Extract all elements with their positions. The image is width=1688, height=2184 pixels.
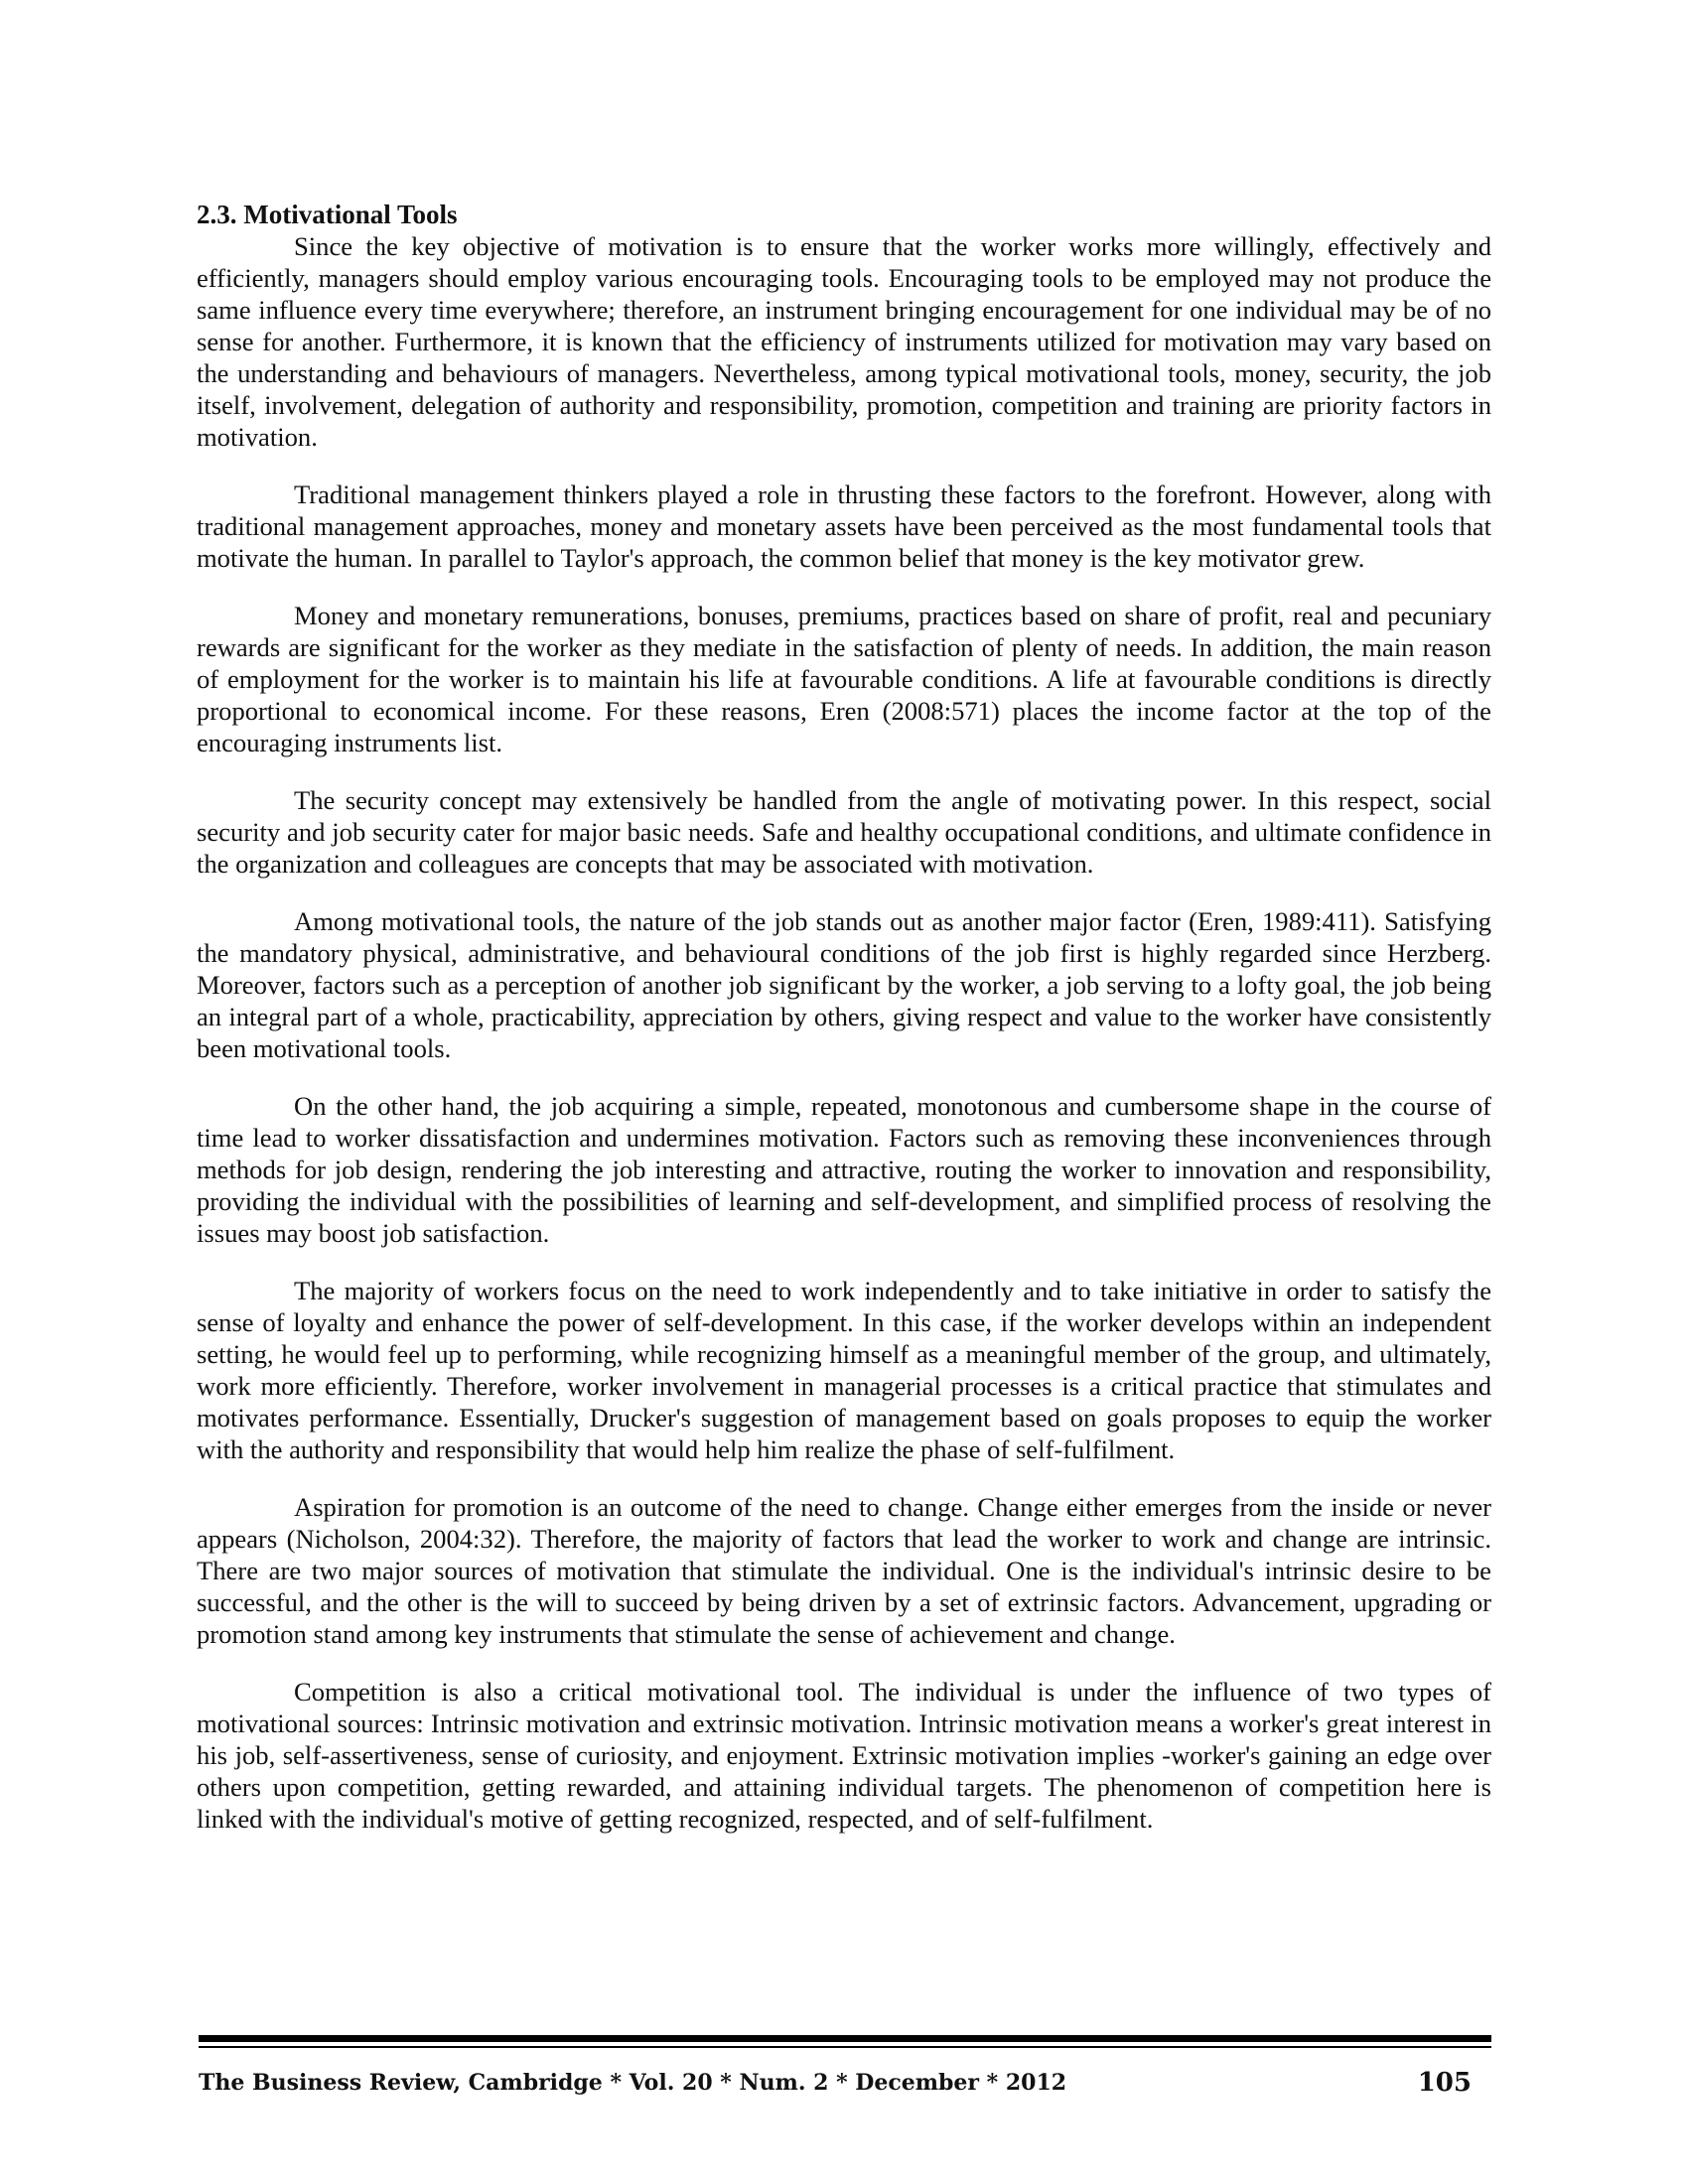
- footer-rule-thin: [199, 2046, 1491, 2048]
- paragraph-7: The majority of workers focus on the need to work independently and to take initiative in order to satisfy the sense of loyalty and enhance the power of self-development. In this case, if the worker develops within an independent setting, he would feel up to performing, while recognizing himself as a meaningful member of the group, and ultimately, work more efficiently. Therefore, worker involvement in managerial processes is a critical practice that stimulates and motivates performance. Essentially, Drucker's suggestion of management based on goals proposes to equip the worker with the authority and responsibility that would help him realize the phase of self-fulfilment.: [197, 1276, 1491, 1464]
- page-footer: [199, 2068, 1491, 2098]
- journal-citation: The Business Review, Cambridge * Vol. 20 * Num. 2 * December * 2012: [199, 2070, 1067, 2096]
- paragraph-1: Since the key objective of motivation is to ensure that the worker works more willingly, effectively and efficiently, managers should employ various encouraging tools. Encouraging tools to be employed may not produce the same influence every time everywhere; therefore, an instrument bringing encouragement for one individual may be of no sense for another. Furthermore, it is known that the efficiency of instruments utilized for motivation may vary based on the understanding and behaviours of managers. Nevertheless, among typical motivational tools, money, security, the job itself, involvement, delegation of authority and responsibility, promotion, competition and training are priority factors in motivation.: [197, 231, 1491, 452]
- paragraph-3: Money and monetary remunerations, bonuses, premiums, practices based on share of profit, real and pecuniary rewards are significant for the worker as they mediate in the satisfaction of plenty of needs. In addition, the main reason of employment for the worker is to maintain his life at favourable conditions. A life at favourable conditions is directly proportional to economical income. For these reasons, Eren (2008:571) places the income factor at the top of the encouraging instruments list.: [197, 601, 1491, 757]
- section-heading: 2.3. Motivational Tools: [197, 200, 458, 229]
- footer-rule-thick: [199, 2035, 1491, 2042]
- paragraph-5: Among motivational tools, the nature of the job stands out as another major factor (Eren, 1989:411). Satisfying the mandatory physical, administrative, and behavioural conditions of the job first is highly regarded since Herzberg. Moreover, factors such as a perception of another job significant by the worker, a job serving to a lofty goal, the job being an integral part of a whole, practicability, appreciation by others, giving respect and value to the worker have consistently been motivational tools.: [197, 906, 1491, 1063]
- paragraph-4: The security concept may extensively be handled from the angle of motivating power. In this respect, social security and job security cater for major basic needs. Safe and healthy occupational conditions, and ultimate confidence in the organization and colleagues are concepts that may be associated with motivation.: [197, 785, 1491, 879]
- paragraph-2: Traditional management thinkers played a role in thrusting these factors to the forefront. However, along with traditional management approaches, money and monetary assets have been perceived as the most fundamental tools that motivate the human. In parallel to Taylor's approach, the common belief that money is the key motivator grew.: [197, 479, 1491, 573]
- paragraph-9: Competition is also a critical motivational tool. The individual is under the influence of two types of motivational sources: Intrinsic motivation and extrinsic motivation. Intrinsic motivation means a worker's great interest in his job, self-assertiveness, sense of curiosity, and enjoyment. Extrinsic motivation implies -worker's gaining an edge over others upon competition, getting rewarded, and attaining individual targets. The phenomenon of competition here is linked with the individual's motive of getting recognized, respected, and of self-fulfilment.: [197, 1677, 1491, 1834]
- article-body: [197, 199, 1491, 1860]
- paragraph-8: Aspiration for promotion is an outcome of the need to change. Change either emerges from the inside or never appears (Nicholson, 2004:32). Therefore, the majority of factors that lead the worker to work and change are intrinsic. There are two major sources of motivation that stimulate the individual. One is the individual's intrinsic desire to be successful, and the other is the will to succeed by being driven by a set of extrinsic factors. Advancement, upgrading or promotion stand among key instruments that stimulate the sense of achievement and change.: [197, 1492, 1491, 1649]
- page-number: 105: [1417, 2068, 1472, 2098]
- paragraph-6: On the other hand, the job acquiring a simple, repeated, monotonous and cumbersome shape in the course of time lead to worker dissatisfaction and undermines motivation. Factors such as removing these inconveniences through methods for job design, rendering the job interesting and attractive, routing the worker to innovation and responsibility, providing the individual with the possibilities of learning and self-development, and simplified process of resolving the issues may boost job satisfaction.: [197, 1091, 1491, 1248]
